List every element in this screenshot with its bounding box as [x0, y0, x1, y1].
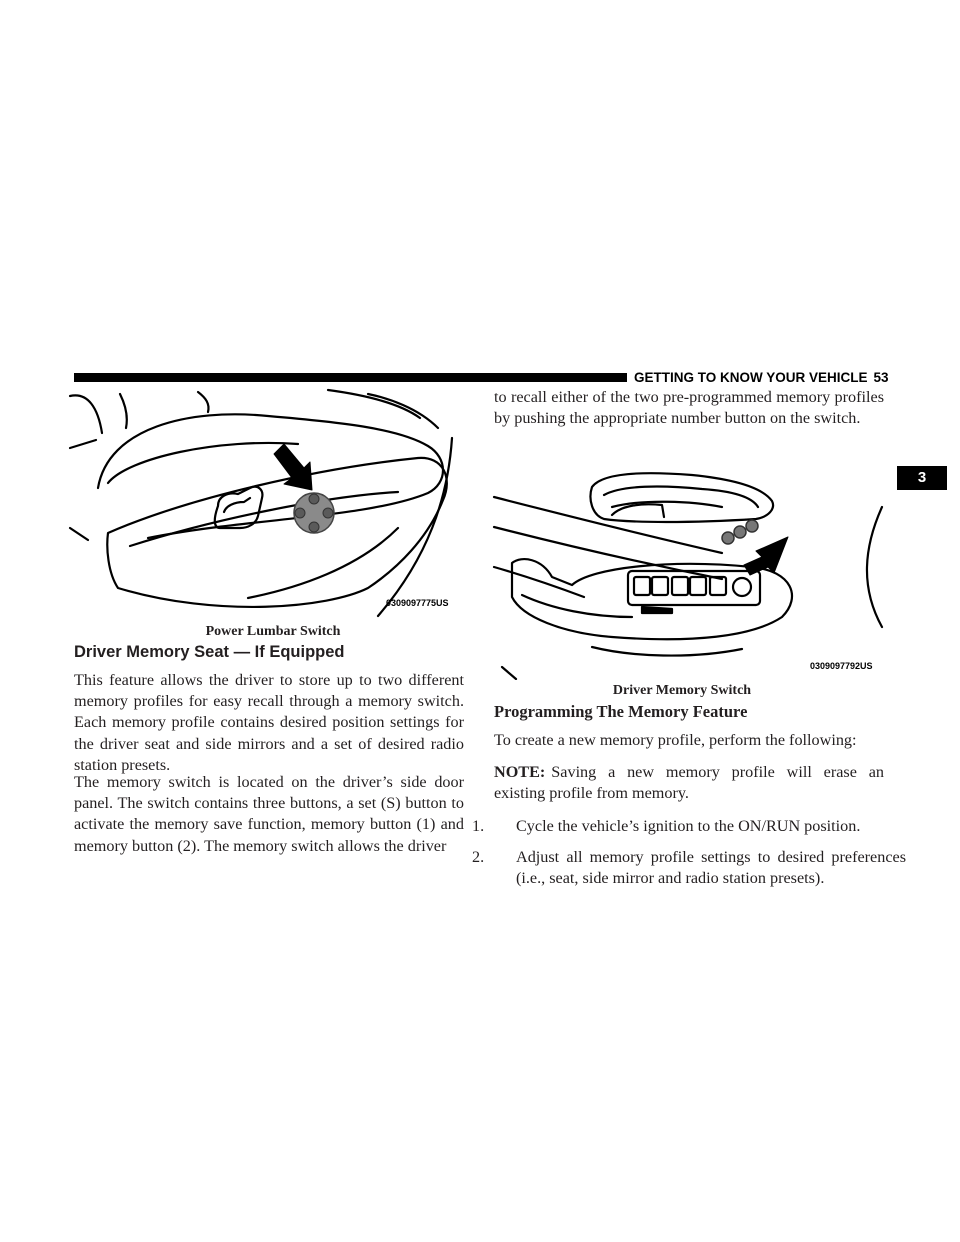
- programming-heading: Programming The Memory Feature: [494, 702, 748, 721]
- memory-switch-figure-caption: Driver Memory Switch: [612, 683, 752, 698]
- header-rule: [74, 373, 627, 382]
- memory-switch-part-number: 0309097792US: [810, 661, 873, 671]
- note-text: Saving a new memory profile will erase an existing profile from memory.: [494, 763, 884, 803]
- memory-switch-illustration: [492, 467, 892, 680]
- chapter-tab: 3: [897, 466, 947, 490]
- memory-seat-heading: Driver Memory Seat — If Equipped: [74, 643, 345, 661]
- lumbar-part-number: 0309097775US: [386, 598, 449, 608]
- note-paragraph: [494, 762, 884, 804]
- running-header: [634, 369, 896, 387]
- memory-seat-paragraph-1: This feature allows the driver to store up to two different memory profiles for easy recall through a memory switch. Each memory profile contains desired position settings for the driver seat and side mirrors and a set of desired radio station presets.: [74, 671, 464, 774]
- lumbar-switch-illustration: [68, 388, 478, 620]
- memory-seat-paragraph-2: The memory switch is located on the driver’s side door panel. The switch contains three buttons, a set (S) button to activate the memory save function, memory button (1) and memory button (2). The memory switch allows the driver: [74, 773, 464, 855]
- page-number: 53: [873, 370, 889, 385]
- programming-intro: To create a new memory profile, perform the following:: [494, 731, 857, 749]
- step-2: [472, 847, 906, 889]
- step-1: [472, 816, 906, 837]
- step-1-number: 1.: [472, 817, 485, 835]
- step-2-text: Adjust all memory profile settings to desired preferences (i.e., seat, side mirror and radio station presets).: [516, 848, 906, 888]
- memory-recall-paragraph: to recall either of the two pre-programmed memory profiles by pushing the appropriate number button on the switch.: [494, 388, 884, 428]
- step-2-number: 2.: [472, 848, 485, 866]
- section-title: GETTING TO KNOW YOUR VEHICLE: [634, 370, 868, 385]
- lumbar-figure-caption: Power Lumbar Switch: [205, 624, 341, 639]
- step-1-text: Cycle the vehicle’s ignition to the ON/RUN position.: [516, 817, 861, 835]
- note-label: NOTE:: [494, 763, 546, 781]
